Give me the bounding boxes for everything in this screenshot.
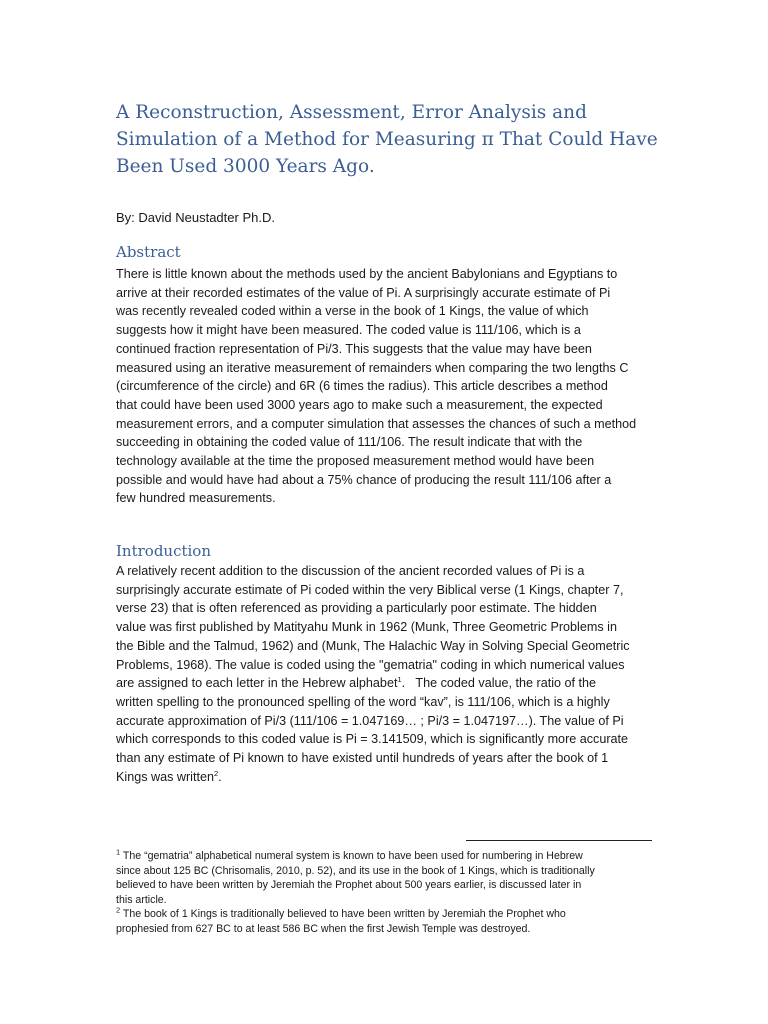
- abstract-line: measurement errors, and a computer simulation that assesses the chances of such a method: [116, 416, 637, 431]
- introduction-line: verse 23) that is often referenced as providing a particularly poor estimate. The hidden: [116, 601, 597, 616]
- introduction-heading: Introduction: [116, 542, 211, 560]
- title-line: Simulation of a Method for Measuring π That Could Have: [116, 129, 658, 150]
- abstract-line: possible and would have had about a 75% chance of producing the result 111/106 after a: [116, 472, 612, 487]
- introduction-line: than any estimate of Pi known to have existed until hundreds of years after the book of 1: [116, 751, 609, 766]
- footnote-line: [116, 907, 656, 922]
- introduction-line-text: Kings was written: [116, 769, 214, 784]
- footnote-line: prophesied from 627 BC to at least 586 BC when the first Jewish Temple was destroyed.: [116, 922, 531, 935]
- footnotes: [116, 849, 656, 937]
- footnote-marker: 2: [116, 905, 121, 915]
- introduction-line: A relatively recent addition to the discussion of the ancient recorded values of Pi is a: [116, 564, 585, 578]
- footnote-separator: [466, 840, 652, 841]
- abstract-line: continued fraction representation of Pi/3. This suggests that the value may have been: [116, 341, 592, 356]
- introduction-line-text: . The coded value, the ratio of the: [401, 676, 597, 691]
- footnote-ref-1[interactable]: 1: [397, 675, 402, 685]
- abstract-line: suggests how it might have been measured. The coded value is 111/106, which is a: [116, 323, 581, 338]
- abstract-line: few hundred measurements.: [116, 491, 276, 506]
- introduction-line-text: are assigned to each letter in the Hebrew alphabet: [116, 676, 398, 691]
- introduction-line: surprisingly accurate estimate of Pi coded within the very Biblical verse (1 Kings, chapter 7,: [116, 582, 624, 597]
- introduction-line: Problems, 1968). The value is coded using the "gematria" coding in which numerical values: [116, 657, 625, 672]
- introduction-body: [116, 562, 656, 786]
- title-line: Been Used 3000 Years Ago.: [116, 156, 375, 177]
- footnote-text: The book of 1 Kings is traditionally believed to have been written by Jeremiah the Prophet who: [120, 908, 566, 921]
- footnote-line: [116, 849, 656, 864]
- introduction-line: [116, 768, 656, 787]
- footnote-line: this article.: [116, 893, 167, 906]
- paper-title: [116, 99, 676, 180]
- introduction-line: [116, 674, 656, 693]
- introduction-line-text: .: [218, 769, 222, 784]
- footnote-marker: 1: [116, 847, 121, 857]
- footnote-ref-2[interactable]: 2: [214, 768, 219, 778]
- footnote-text: The “gematria” alphabetical numeral system is known to have been used for numbering in Hebrew: [120, 850, 583, 862]
- footnote-1: [116, 849, 656, 907]
- abstract-heading: Abstract: [116, 243, 181, 261]
- introduction-line: the Bible and the Talmud, 1962) and (Munk, The Halachic Way in Solving Special Geometric: [116, 638, 630, 653]
- abstract-line: measured using an iterative measurement of remainders when comparing the two lengths C: [116, 360, 629, 375]
- footnote-2: [116, 907, 656, 936]
- introduction-line: value was first published by Matityahu Munk in 1962 (Munk, Three Geometric Problems in: [116, 620, 617, 635]
- footnote-line: since about 125 BC (Chrisomalis, 2010, p. 52), and its use in the book of 1 Kings, which is traditionally: [116, 864, 595, 877]
- title-line: A Reconstruction, Assessment, Error Analysis and: [116, 102, 587, 123]
- abstract-line: technology available at the time the proposed measurement method would have been: [116, 454, 595, 469]
- abstract-line: was recently revealed coded within a verse in the book of 1 Kings, the value of which: [116, 304, 589, 319]
- abstract-line: There is little known about the methods used by the ancient Babylonians and Egyptians to: [116, 267, 618, 281]
- abstract-line: arrive at their recorded estimates of the value of Pi. A surprisingly accurate estimate of Pi: [116, 285, 611, 300]
- abstract-line: succeeding in obtaining the coded value of 111/106. The result indicate that with the: [116, 435, 583, 450]
- introduction-line: written spelling to the pronounced spelling of the word “kav”, is 111/106, which is a highly: [116, 694, 610, 709]
- introduction-line: accurate approximation of Pi/3 (111/106 = 1.047169… ; Pi/3 = 1.047197…). The value of Pi: [116, 713, 624, 728]
- introduction-line: which corresponds to this coded value is Pi = 3.141509, which is significantly more accurate: [116, 732, 629, 747]
- footnote-line: believed to have been written by Jeremiah the Prophet about 500 years earlier, is discussed later in: [116, 879, 582, 892]
- abstract-body: [116, 265, 656, 508]
- abstract-line: that could have been used 3000 years ago to make such a measurement, the expected: [116, 397, 603, 412]
- abstract-line: (circumference of the circle) and 6R (6 times the radius). This article describes a method: [116, 379, 608, 394]
- author-line: By: David Neustadter Ph.D.: [116, 210, 275, 225]
